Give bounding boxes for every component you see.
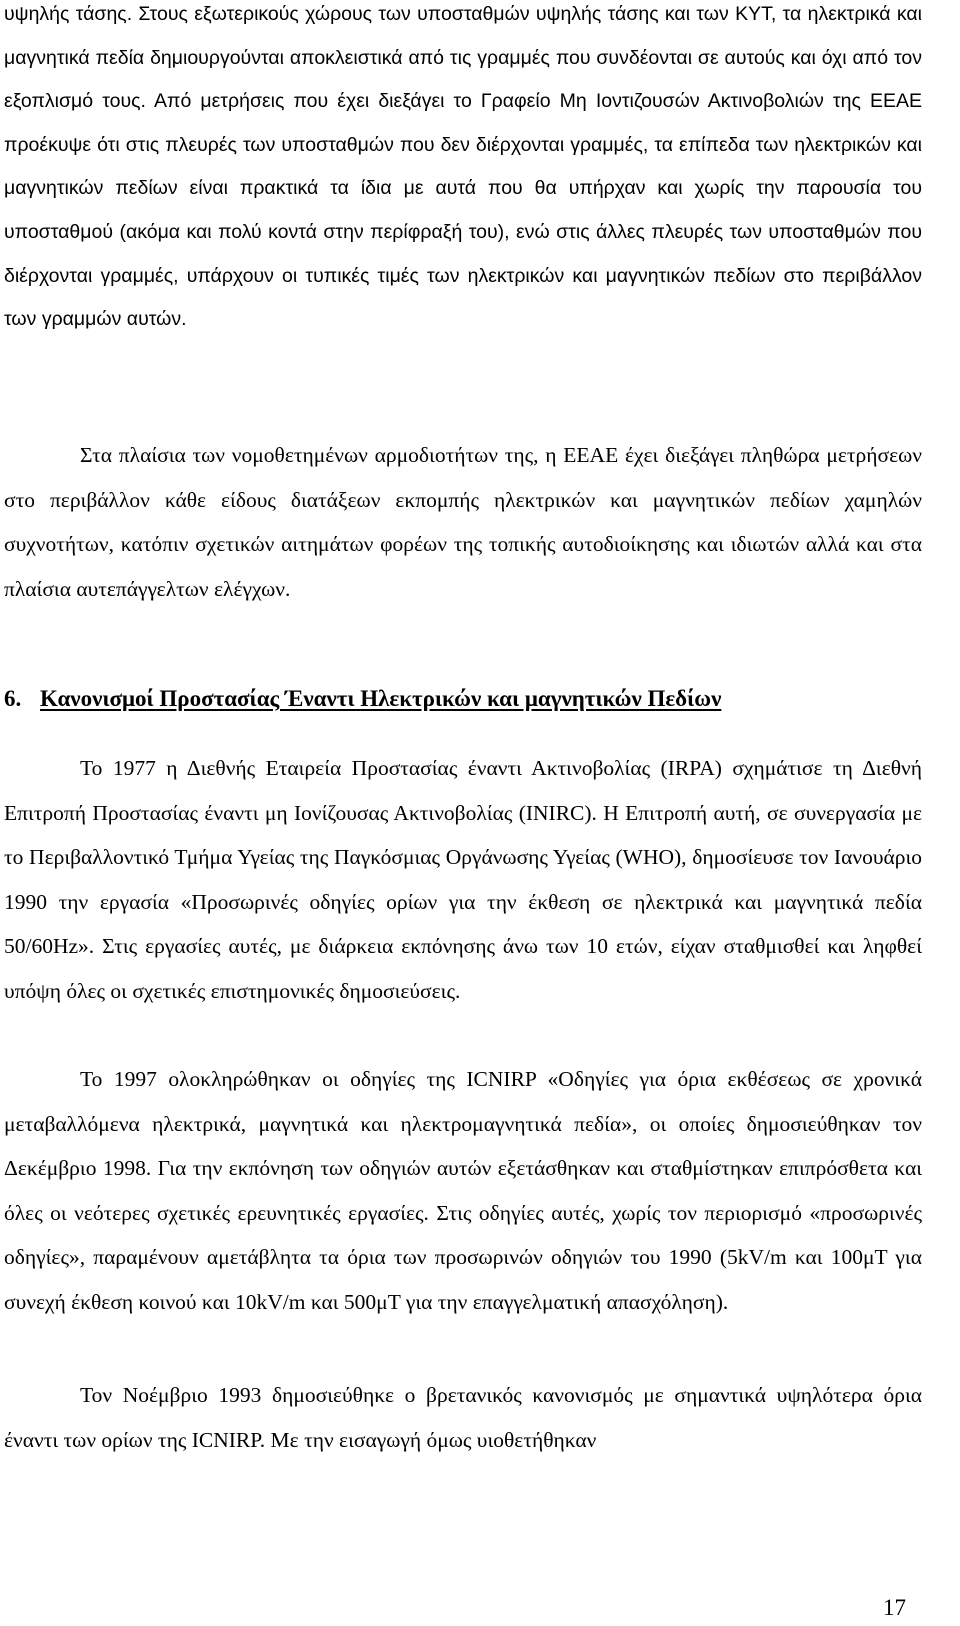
body-paragraph-eeae-measurements: Στα πλαίσια των νομοθετημένων αρμοδιοτήτων της, η ΕΕΑΕ έχει διεξάγει πληθώρα μετρήσεων στο περιβάλλον κάθε είδους διατάξεων εκπομπής ηλεκτρικών και μαγνητικών πεδίων χαμηλών συχνοτήτων, κατόπιν σχετικών αιτημάτων φορέων της τοπικής αυτοδιοίκησης και ιδιωτών αλλά και στα πλαίσια αυτεπάγγελτων ελέγχων. xyxy=(4,443,922,601)
section-heading xyxy=(4,684,922,714)
body-paragraph-british-regulation: Τον Νοέμβριο 1993 δημοσιεύθηκε ο βρετανικός κανονισμός με σημαντικά υψηλότερα όρια έναντι των ορίων της ICNIRP. Με την εισαγωγή όμως υιοθετήθηκαν xyxy=(4,1383,922,1452)
body-paragraph-substations: υψηλής τάσης. Στους εξωτερικούς χώρους των υποσταθμών υψηλής τάσης και των ΚΥΤ, τα ηλεκτρικά και μαγνητικά πεδία δημιουργούνται αποκλειστικά από τις γραμμές που συνδέονται σε αυτούς και όχι από τον εξοπλισμό τους. Από μετρήσεις που έχει διεξάγει το Γραφείο Μη Ιοντιζουσών Ακτινοβολιών της ΕΕΑΕ προέκυψε ότι στις πλευρές των υποσταθμών που δεν διέρχονται γραμμές, τα επίπεδα των ηλεκτρικών και μαγνητικών πεδίων είναι πρακτικά τα ίδια με αυτά που θα υπήρχαν και χωρίς την παρουσία του υποσταθμού (ακόμα και πολύ κοντά στην περίφραξή του), ενώ στις άλλες πλευρές των υποσταθμών που διέρχονται γραμμές, υπάρχουν οι τυπικές τιμές των ηλεκτρικών και μαγνητικών πεδίων στο περιβάλλον των γραμμών αυτών. xyxy=(4,3,922,331)
body-paragraph-icnirp-guidelines: Το 1997 ολοκληρώθηκαν οι οδηγίες της ICNIRP «Οδηγίες για όρια εκθέσεως σε χρονικά μεταβαλλόμενα ηλεκτρικά, μαγνητικά και ηλεκτρομαγνητικά πεδία», οι οποίες δημοσιεύθηκαν τον Δεκέμβριο 1998. Για την εκπόνηση των οδηγιών αυτών εξετάσθηκαν και σταθμίστηκαν επιπρόσθετα και όλες οι νεότερες σχετικές ερευνητικές εργασίες. Στις οδηγίες αυτές, χωρίς τον περιορισμό «προσωρινές οδηγίες», παραμένουν αμετάβλητα τα όρια των προσωρινών οδηγιών του 1990 (5kV/m και 100μΤ για συνεχή έκθεση κοινού και 10kV/m και 500μΤ για την επαγγελματική απασχόληση). xyxy=(4,1067,922,1314)
section-number: 6. xyxy=(4,686,22,711)
section-title: Κανονισμοί Προστασίας Έναντι Ηλεκτρικών και μαγνητικών Πεδίων xyxy=(40,686,722,711)
body-paragraph-irpa-history: Το 1977 η Διεθνής Εταιρεία Προστασίας έναντι Ακτινοβολίας (IRPA) σχημάτισε τη Διεθνή Επιτροπή Προστασίας έναντι μη Ιονίζουσας Ακτινοβολίας (INIRC). Η Επιτροπή αυτή, σε συνεργασία με το Περιβαλλοντικό Τμήμα Υγείας της Παγκόσμιας Οργάνωσης Υγείας (WHO), δημοσίευσε τον Ιανουάριο 1990 την εργασία «Προσωρινές οδηγίες ορίων για την έκθεση σε ηλεκτρικά και μαγνητικά πεδία 50/60Hz». Στις εργασίες αυτές, με διάρκεια εκπόνησης άνω των 10 ετών, είχαν σταθμισθεί και ληφθεί υπόψη όλες οι σχετικές επιστημονικές δημοσιεύσεις. xyxy=(4,756,922,1003)
page-number: 17 xyxy=(883,1595,906,1620)
